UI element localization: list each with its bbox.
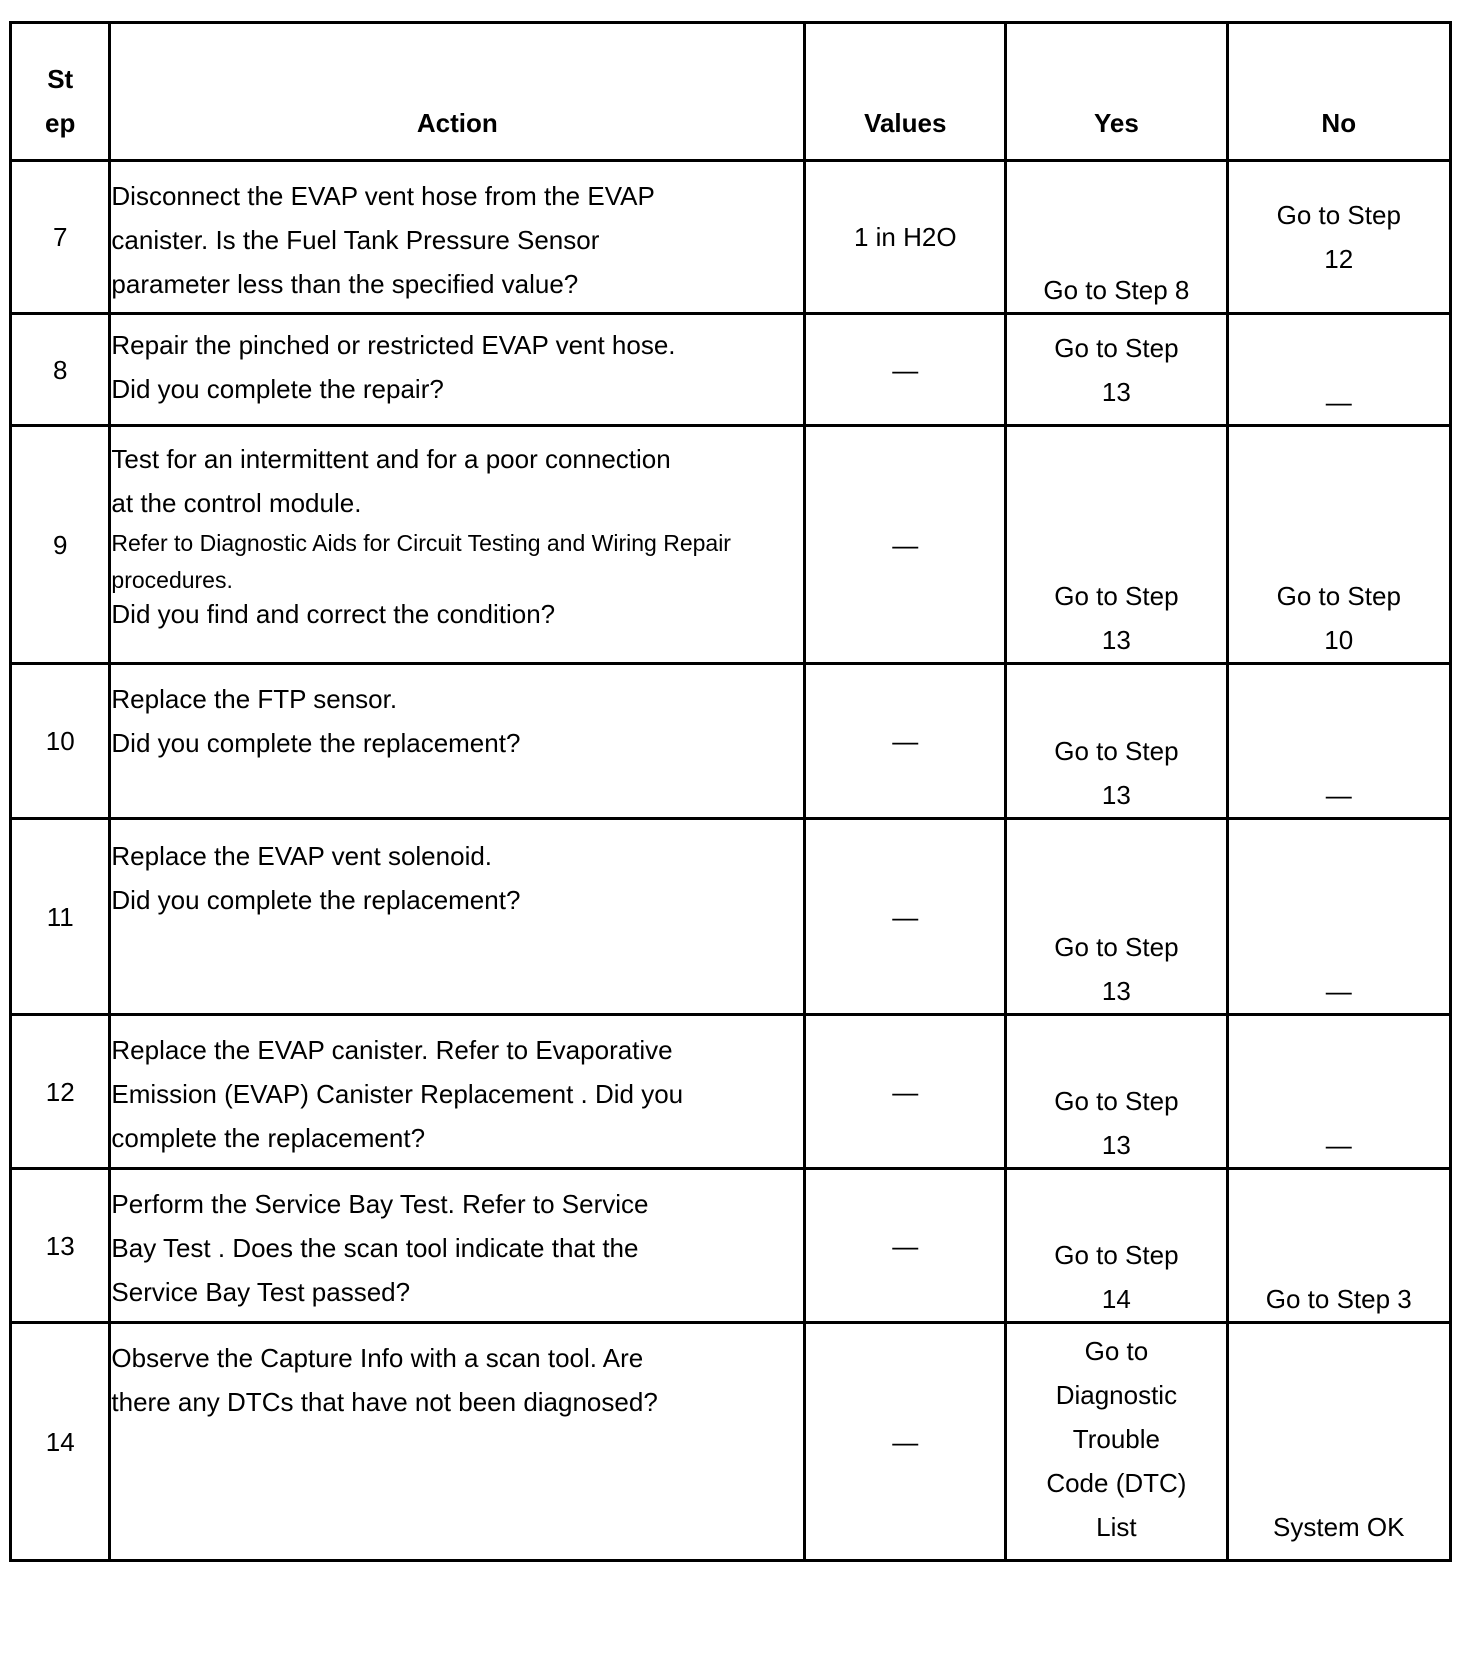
action-text: Perform the Service Bay Test. Refer to Service Bay Test . Does the scan tool indicate that the Service Bay Test passed? <box>110 1169 805 1323</box>
yes-cell: Go to Step 14 <box>1006 1169 1227 1323</box>
values-cell: — <box>805 1015 1006 1169</box>
diagnostic-table <box>9 21 1452 1562</box>
table-row <box>11 819 1451 1015</box>
header-action: Action <box>110 23 805 161</box>
action-text: Replace the EVAP canister. Refer to Evaporative Emission (EVAP) Canister Replacement . Did you complete the replacement? <box>110 1015 805 1169</box>
table-row <box>11 1323 1451 1561</box>
step-number: 9 <box>11 426 110 664</box>
action-text: Test for an intermittent and for a poor connection at the control module. Refer to Diagnostic Aids for Circuit Testing and Wiring Repair procedures. Did you find and correct the condition? <box>110 426 805 664</box>
step-number: 12 <box>11 1015 110 1169</box>
values-cell: — <box>805 664 1006 819</box>
values-cell: — <box>805 1323 1006 1561</box>
no-cell: Go to Step 3 <box>1227 1169 1450 1323</box>
action-text: Repair the pinched or restricted EVAP vent hose. Did you complete the repair? <box>110 314 805 426</box>
yes-cell: Go to Step 13 <box>1006 819 1227 1015</box>
yes-cell: Go to Step 13 <box>1006 1015 1227 1169</box>
table-row <box>11 664 1451 819</box>
no-cell: Go to Step 12 <box>1227 161 1450 314</box>
no-cell: — <box>1227 819 1450 1015</box>
action-note: Refer to Diagnostic Aids for Circuit Testing and Wiring Repair procedures. <box>111 530 731 593</box>
header-step: St ep <box>11 23 110 161</box>
no-cell: Go to Step 10 <box>1227 426 1450 664</box>
values-cell: — <box>805 819 1006 1015</box>
values-cell: 1 in H2O <box>805 161 1006 314</box>
step-number: 14 <box>11 1323 110 1561</box>
no-cell: — <box>1227 314 1450 426</box>
action-text: Disconnect the EVAP vent hose from the EVAP canister. Is the Fuel Tank Pressure Sensor parameter less than the specified value? <box>110 161 805 314</box>
header-values: Values <box>805 23 1006 161</box>
yes-cell: Go to Step 13 <box>1006 664 1227 819</box>
action-text: Replace the FTP sensor. Did you complete the replacement? <box>110 664 805 819</box>
values-cell: — <box>805 314 1006 426</box>
step-number: 8 <box>11 314 110 426</box>
header-yes: Yes <box>1006 23 1227 161</box>
table-row <box>11 314 1451 426</box>
table-row <box>11 1015 1451 1169</box>
no-cell: System OK <box>1227 1323 1450 1561</box>
no-cell: — <box>1227 664 1450 819</box>
values-cell: — <box>805 1169 1006 1323</box>
action-text: Observe the Capture Info with a scan tool. Are there any DTCs that have not been diagnosed? <box>110 1323 805 1561</box>
step-number: 10 <box>11 664 110 819</box>
yes-cell: Go to Diagnostic Trouble Code (DTC) List <box>1006 1323 1227 1561</box>
step-number: 13 <box>11 1169 110 1323</box>
yes-cell: Go to Step 13 <box>1006 426 1227 664</box>
no-cell: — <box>1227 1015 1450 1169</box>
header-row <box>11 23 1451 161</box>
action-text: Replace the EVAP vent solenoid. Did you complete the replacement? <box>110 819 805 1015</box>
yes-cell: Go to Step 8 <box>1006 161 1227 314</box>
table-row <box>11 426 1451 664</box>
values-cell: — <box>805 426 1006 664</box>
header-no: No <box>1227 23 1450 161</box>
step-number: 7 <box>11 161 110 314</box>
yes-cell: Go to Step 13 <box>1006 314 1227 426</box>
table-row <box>11 161 1451 314</box>
step-number: 11 <box>11 819 110 1015</box>
table-row <box>11 1169 1451 1323</box>
